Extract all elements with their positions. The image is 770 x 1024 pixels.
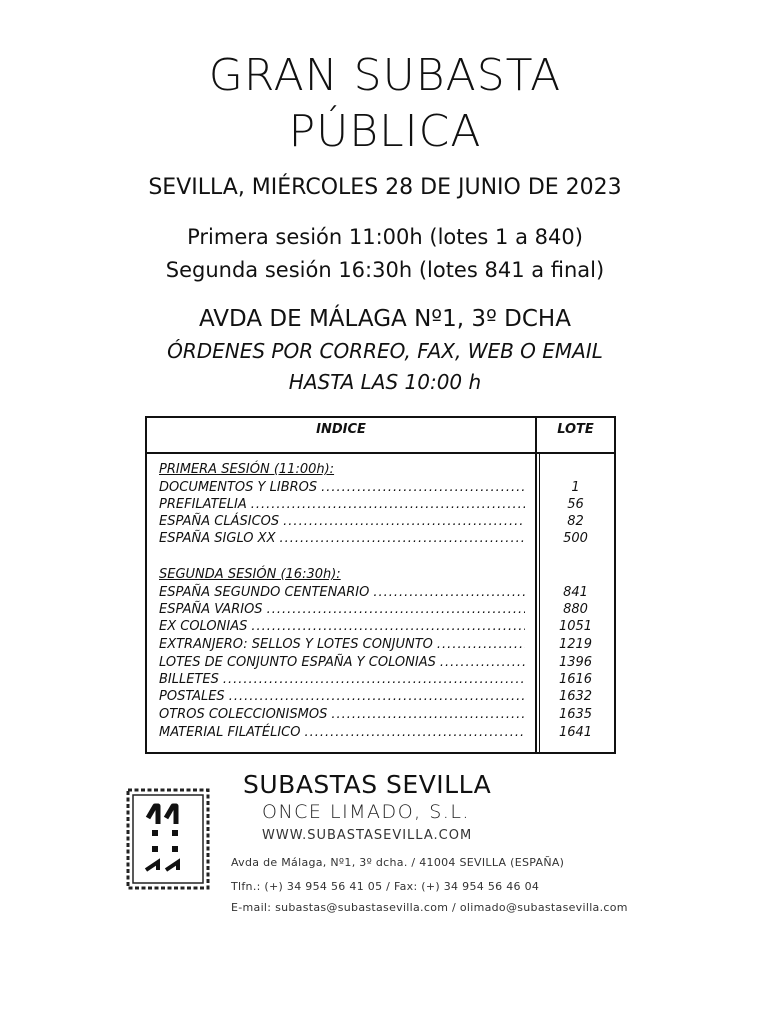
row-label: BILLETES (159, 672, 219, 687)
table-row (159, 601, 527, 619)
row-label: ESPAÑA CLÁSICOS (159, 514, 280, 529)
row-label: OTROS COLECCIONISMOS (159, 707, 328, 722)
row-lote: 500 (563, 531, 588, 546)
orders-line-2: HASTA LAS 10:00 h (288, 370, 482, 394)
row-lote: 880 (563, 602, 588, 617)
table-row (159, 636, 527, 654)
row-lote: 82 (567, 514, 584, 529)
table-row (159, 688, 527, 706)
title-line-2: PÚBLICA (288, 106, 482, 157)
row-label: DOCUMENTOS Y LIBROS (159, 480, 318, 495)
row-label: POSTALES (159, 689, 225, 704)
table-row (159, 584, 527, 602)
table-row (159, 513, 527, 531)
stamp-logo-icon (122, 784, 214, 894)
session-2: Segunda sesión 16:30h (lotes 841 a final) (165, 258, 605, 282)
section-title-segunda: SEGUNDA SESIÓN (16:30h): (159, 567, 341, 582)
row-lote: 56 (567, 497, 584, 512)
row-label: PREFILATELIA (159, 497, 247, 512)
title-line-1: GRAN SUBASTA (208, 50, 562, 101)
row-lote: 1632 (558, 689, 593, 704)
footer-address: Avda de Málaga, Nº1, 3º dcha. / 41004 SEVILLA (ESPAÑA) (231, 856, 565, 869)
table-row (159, 618, 527, 636)
row-label: ESPAÑA SIGLO XX (159, 531, 276, 546)
auction-date: SEVILLA, MIÉRCOLES 28 DE JUNIO DE 2023 (148, 175, 622, 200)
row-lote: 1635 (558, 707, 593, 722)
footer-email[interactable]: E-mail: subastas@subastasevilla.com / olimado@subastasevilla.com (231, 901, 628, 914)
table-row (159, 671, 527, 689)
row-lote: 1 (571, 480, 580, 495)
row-lote: 1051 (558, 619, 593, 634)
column-header-indice: INDICE (316, 422, 366, 437)
row-lote: 841 (563, 585, 588, 600)
row-label: MATERIAL FILATÉLICO (159, 725, 301, 740)
row-label: ESPAÑA VARIOS (159, 602, 263, 617)
orders-line-1: ÓRDENES POR CORREO, FAX, WEB O EMAIL (167, 339, 603, 363)
row-lote: 1641 (558, 725, 593, 740)
table-row (159, 496, 527, 514)
table-row (159, 479, 527, 497)
table-row (159, 654, 527, 672)
row-label: ESPAÑA SEGUNDO CENTENARIO (159, 585, 370, 600)
section-title-primera: PRIMERA SESIÓN (11:00h): (159, 462, 335, 477)
auction-address: AVDA DE MÁLAGA Nº1, 3º DCHA (199, 306, 571, 332)
row-lote: 1219 (558, 637, 593, 652)
row-label: EXTRANJERO: SELLOS Y LOTES CONJUNTO (159, 637, 433, 652)
table-row (159, 724, 527, 742)
row-label: LOTES DE CONJUNTO ESPAÑA Y COLONIAS (159, 655, 436, 670)
session-1: Primera sesión 11:00h (lotes 1 a 840) (187, 225, 583, 249)
column-header-lote: LOTE (557, 422, 594, 437)
table-row (159, 530, 527, 548)
row-lote: 1616 (558, 672, 593, 687)
index-table (145, 416, 616, 754)
company-name: ONCE LIMADO, S.L. (262, 801, 470, 823)
footer-phone: Tlfn.: (+) 34 954 56 41 05 / Fax: (+) 34 954 56 46 04 (231, 880, 540, 893)
website-link[interactable]: WWW.SUBASTASEVILLA.COM (262, 828, 473, 843)
row-label: EX COLONIAS (159, 619, 248, 634)
brand-name: SUBASTAS SEVILLA (243, 770, 492, 799)
table-row (159, 706, 527, 724)
row-lote: 1396 (558, 655, 593, 670)
